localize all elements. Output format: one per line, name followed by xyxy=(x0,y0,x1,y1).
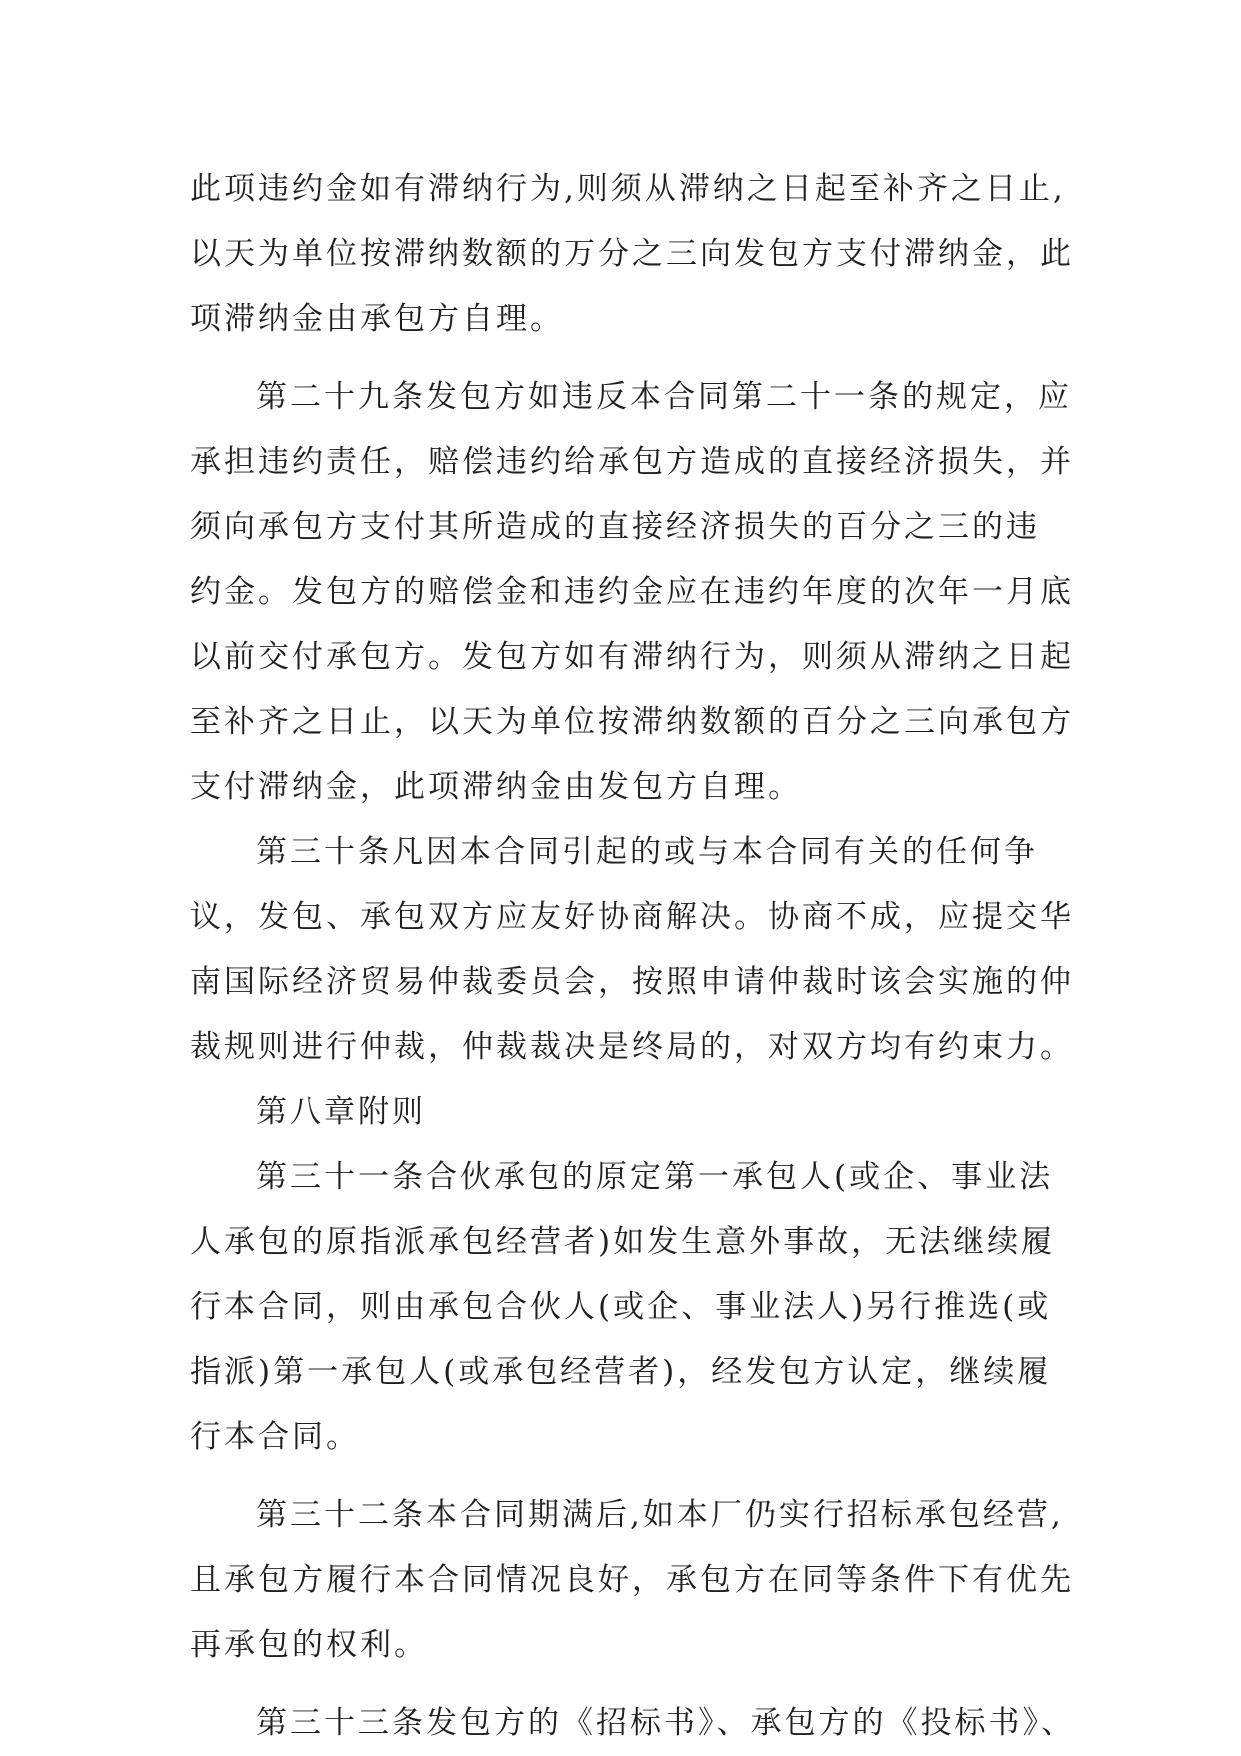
text-line: 第二十九条发包方如违反本合同第二十一条的规定，应 xyxy=(256,379,1072,415)
document-body xyxy=(190,157,1075,1756)
paragraph-article-29 xyxy=(190,365,1074,820)
paragraph-article-32 xyxy=(190,1483,1074,1678)
text-line: 第三十三条发包方的《招标书》、承包方的《投标书》、 xyxy=(256,1705,1075,1741)
text-line: 须向承包方支付其所造成的直接经济损失的百分之三的违 xyxy=(190,509,1040,545)
text-line: 以前交付承包方。发包方如有滞纳行为，则须从滞纳之日起 xyxy=(190,639,1074,675)
text-line: 项滞纳金由承包方自理。 xyxy=(190,301,564,337)
text-line: 第三十条凡因本合同引起的或与本合同有关的任何争 xyxy=(256,834,1038,870)
text-line: 再承包的权利。 xyxy=(190,1627,428,1663)
text-line: 人承包的原指派承包经营者)如发生意外事故，无法继续履 xyxy=(190,1224,1056,1260)
text-line: 第三十一条合伙承包的原定第一承包人(或企、事业法 xyxy=(256,1159,1054,1195)
paragraph-article-31 xyxy=(190,1145,1070,1470)
text-line: 承担违约责任，赔偿违约给承包方造成的直接经济损失，并 xyxy=(190,444,1074,480)
text-line: 裁规则进行仲裁，仲裁裁决是终局的，对双方均有约束力。 xyxy=(190,1029,1074,1065)
text-line: 行本合同。 xyxy=(190,1419,360,1455)
chapter-title: 第八章附则 xyxy=(256,1094,426,1130)
text-line: 此项违约金如有滞纳行为,则须从滞纳之日起至补齐之日止, xyxy=(190,171,1066,207)
text-line: 支付滞纳金，此项滞纳金由发包方自理。 xyxy=(190,769,802,805)
text-line: 以天为单位按滞纳数额的万分之三向发包方支付滞纳金，此 xyxy=(190,236,1074,272)
text-line: 议，发包、承包双方应友好协商解决。协商不成，应提交华 xyxy=(190,899,1074,935)
paragraph-penalty-continuation xyxy=(190,157,1074,352)
text-line: 约金。发包方的赔偿金和违约金应在违约年度的次年一月底 xyxy=(190,574,1074,610)
paragraph-article-33 xyxy=(190,1691,1075,1756)
text-line: 指派)第一承包人(或承包经营者)，经发包方认定，继续履 xyxy=(190,1354,1052,1390)
text-line: 第三十二条本合同期满后,如本厂仍实行招标承包经营, xyxy=(256,1497,1064,1533)
chapter-heading xyxy=(190,1080,1070,1145)
text-line: 且承包方履行本合同情况良好，承包方在同等条件下有优先 xyxy=(190,1562,1074,1598)
text-line: 行本合同，则由承包合伙人(或企、事业法人)另行推选(或 xyxy=(190,1289,1052,1325)
text-line: 南国际经济贸易仲裁委员会，按照申请仲裁时该会实施的仲 xyxy=(190,964,1074,1000)
paragraph-article-30 xyxy=(190,820,1074,1080)
text-line: 至补齐之日止，以天为单位按滞纳数额的百分之三向承包方 xyxy=(190,704,1074,740)
